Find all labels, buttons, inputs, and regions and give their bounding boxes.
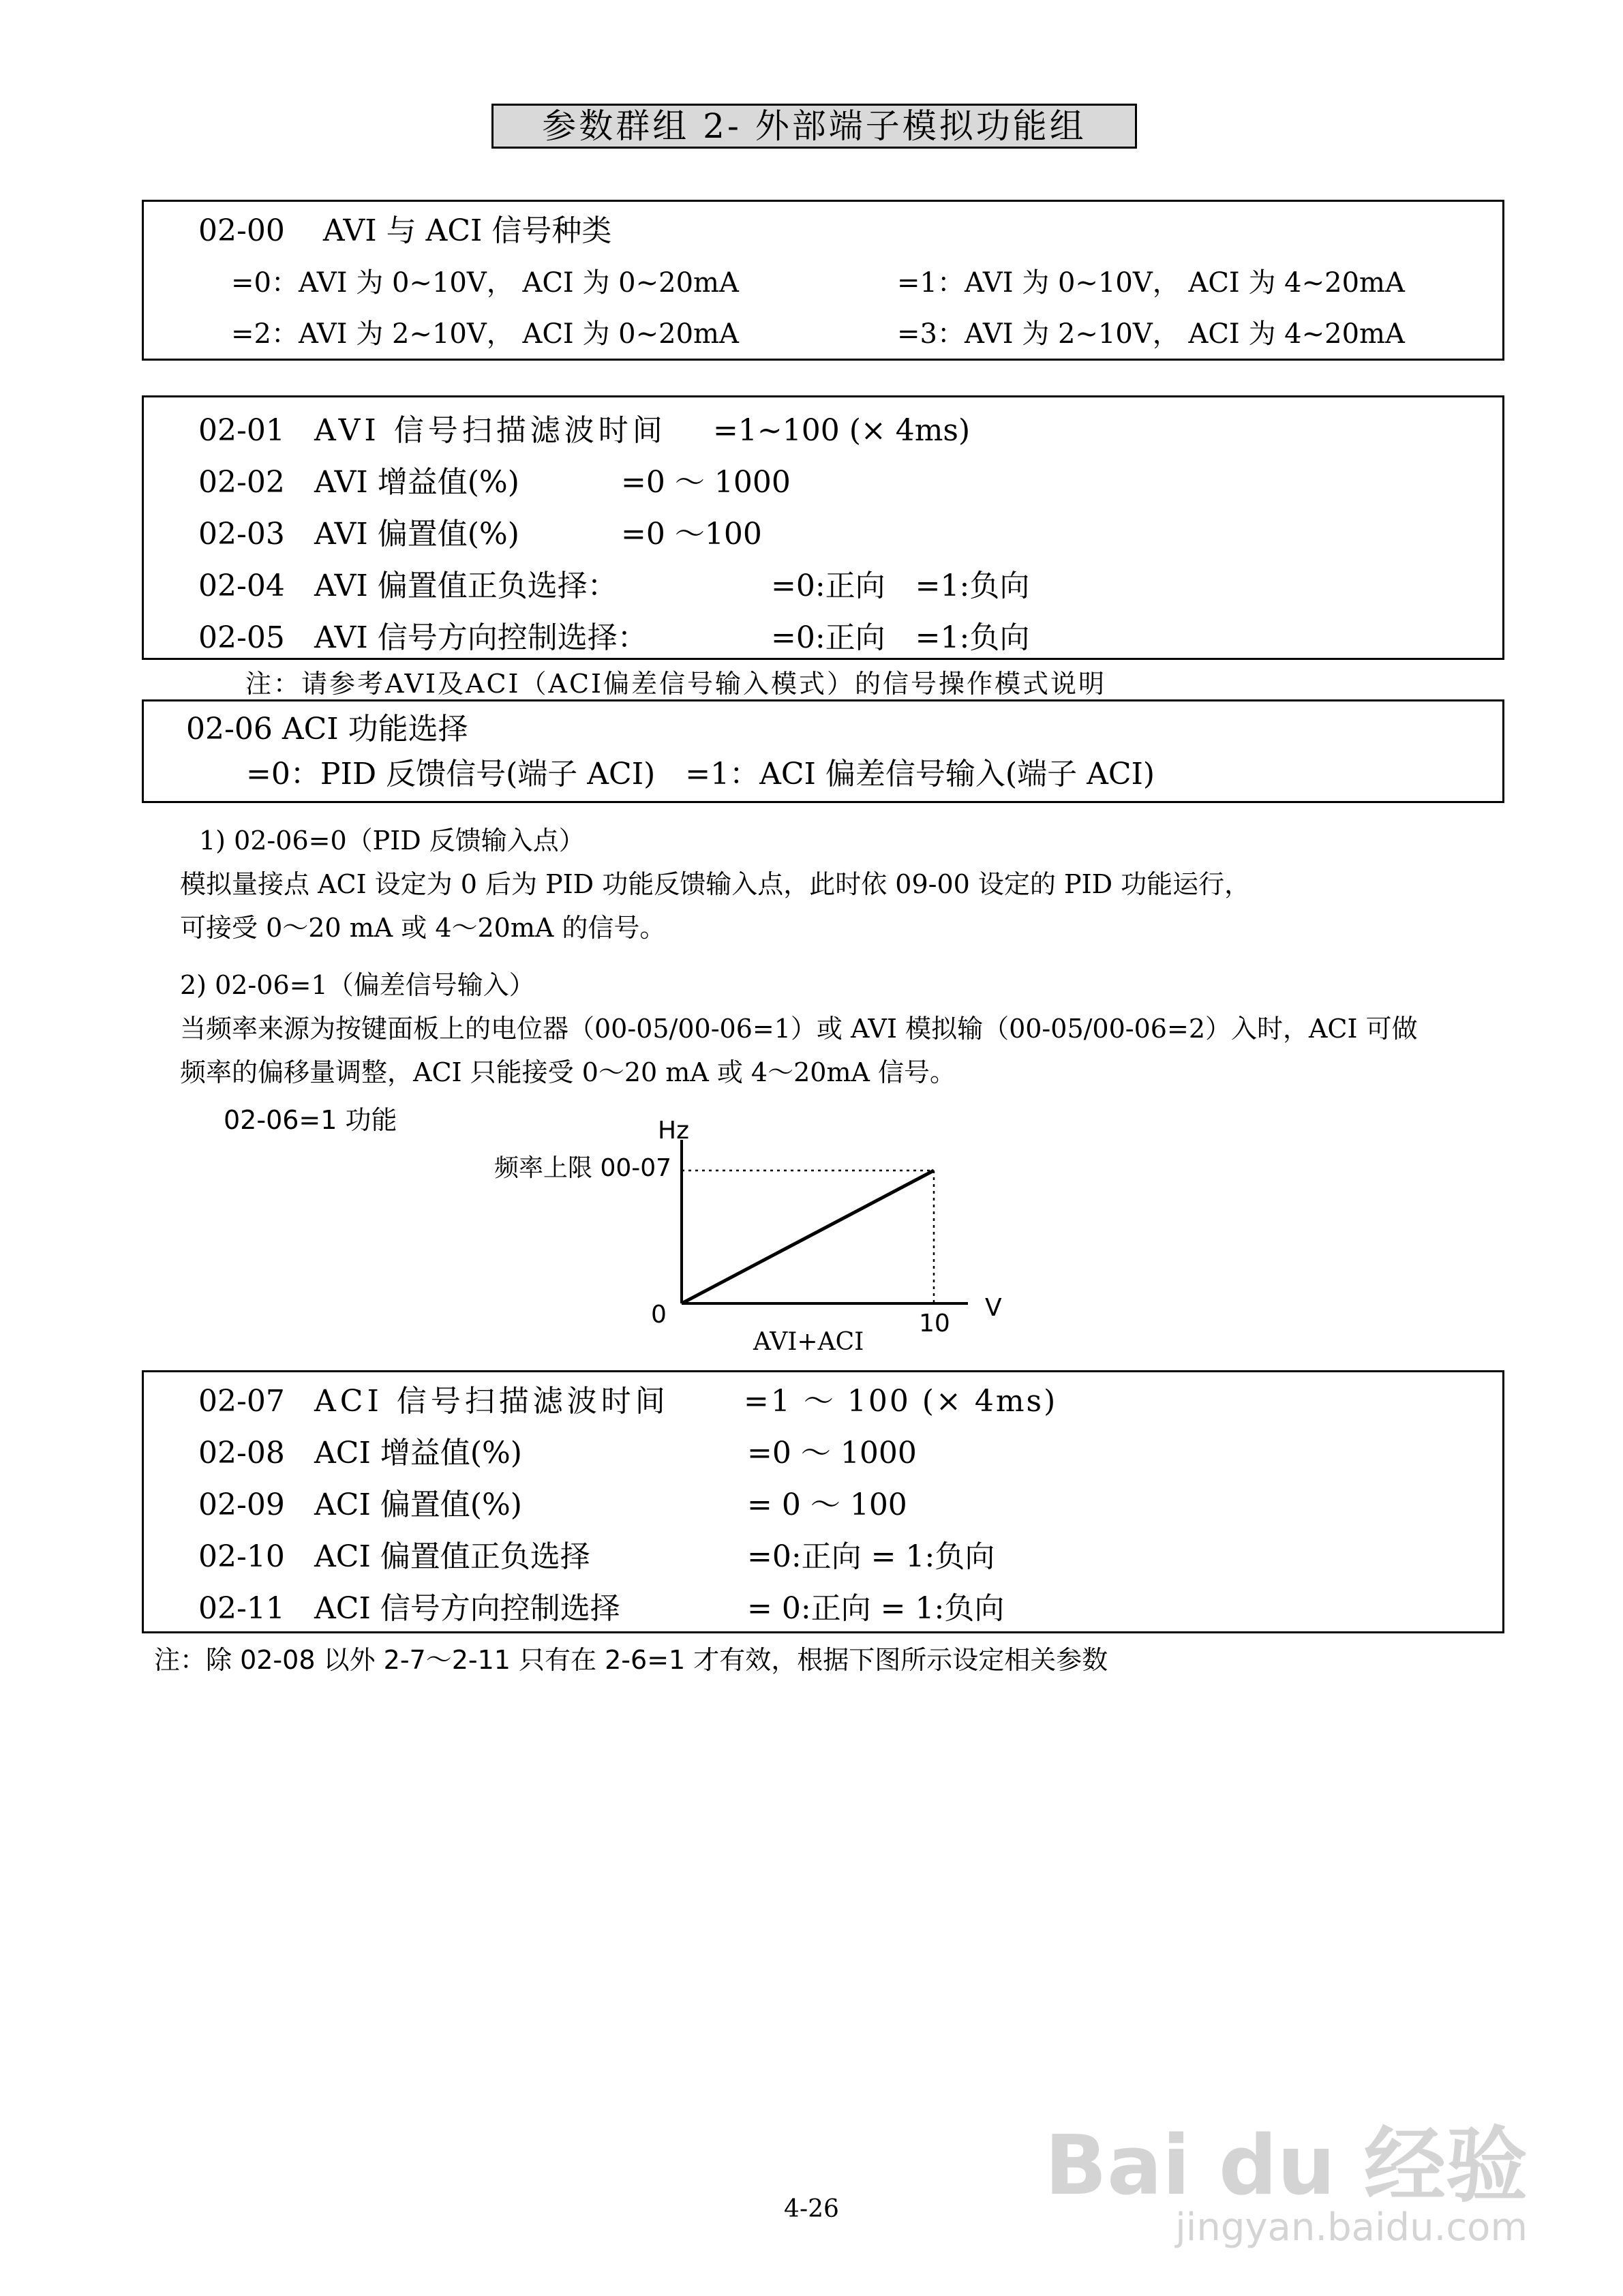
param-value: =0 ～100 xyxy=(621,517,762,552)
option-3: =3：AVI 为 2~10V， ACI 为 4~20mA xyxy=(897,318,1405,350)
option-2: =2：AVI 为 2~10V， ACI 为 0~20mA xyxy=(231,318,739,350)
note-avi-aci: 注：请参考AVI及ACI（ACI偏差信号输入模式）的信号操作模式说明 xyxy=(245,669,1107,699)
param-name: AVI 偏置值正负选择： xyxy=(314,569,618,603)
param-code: 02-01 xyxy=(198,413,285,448)
param-box-02-06 xyxy=(142,699,1504,803)
watermark-brand: Bai du 经验 xyxy=(1044,2119,1528,2214)
param-name: ACI 信号扫描滤波时间 xyxy=(314,1384,669,1419)
param-name: AVI 信号方向控制选择： xyxy=(314,620,648,655)
param-code: 02-09 xyxy=(198,1487,285,1522)
param-value: =0 ～ 1000 xyxy=(747,1436,917,1470)
series-line xyxy=(682,1170,934,1303)
y-axis-label: Hz xyxy=(658,1118,689,1145)
page-number: 4-26 xyxy=(784,2195,839,2223)
page-title: 参数群组 2- 外部端子模拟功能组 xyxy=(491,104,1137,149)
section-text-1a: 模拟量接点 ACI 设定为 0 后为 PID 功能反馈输入点，此时依 09-00 设定的 PID 功能运行， xyxy=(180,869,1251,899)
param-row-02-06: 02-06 ACI 功能选择 xyxy=(186,712,468,746)
param-code: 02-07 xyxy=(198,1384,285,1419)
param-code: 02-08 xyxy=(198,1436,285,1470)
param-name: AVI 偏置值(%) xyxy=(314,517,519,552)
param-code: 02-10 xyxy=(198,1539,285,1574)
section-text-2a: 当频率来源为按键面板上的电位器（00-05/00-06=1）或 AVI 模拟输（00-05/00-06=2）入时，ACI 可做 xyxy=(180,1014,1418,1044)
x-tick-label: 10 xyxy=(919,1310,950,1338)
param-code: 02-02 xyxy=(198,465,285,500)
param-value: =0:正向 = 1:负向 xyxy=(747,1539,995,1574)
section-text-1b: 可接受 0～20 mA 或 4～20mA 的信号。 xyxy=(180,913,666,943)
x-axis-label: AVI+ACI xyxy=(753,1328,864,1356)
param-options-02-06: =0：PID 反馈信号(端子 ACI) =1：ACI 偏差信号输入(端子 ACI) xyxy=(246,757,1155,791)
frequency-chart xyxy=(477,1118,1036,1363)
param-name: ACI 偏置值(%) xyxy=(314,1487,522,1522)
param-name: ACI 偏置值正负选择 xyxy=(314,1539,590,1574)
section-heading-1: 1) 02-06=0（PID 反馈输入点） xyxy=(199,826,585,856)
baidu-watermark xyxy=(1044,2119,1528,2250)
param-value: = 0:正向 = 1:负向 xyxy=(747,1591,1005,1626)
param-value: =0:正向 =1:负向 xyxy=(771,620,1030,655)
param-name: AVI 信号扫描滤波时间 xyxy=(314,413,667,448)
watermark-url: jingyan.baidu.com xyxy=(1175,2205,1528,2250)
y-max-label: 频率上限 00-07 xyxy=(494,1154,672,1182)
param-box-avi xyxy=(142,395,1504,660)
param-code: 02-04 xyxy=(198,569,285,603)
note-02-08: 注：除 02-08 以外 2-7～2-11 只有在 2-6=1 才有效，根据下图所示设定相关参数 xyxy=(154,1645,1108,1675)
param-value: =1~100 (× 4ms) xyxy=(713,413,971,448)
param-value: =1 ～ 100 (× 4ms) xyxy=(744,1384,1058,1419)
chart-caption: 02-06=1 功能 xyxy=(224,1105,397,1135)
param-box-aci xyxy=(142,1370,1504,1633)
option-0: =0：AVI 为 0~10V， ACI 为 0~20mA xyxy=(231,267,739,299)
option-1: =1：AVI 为 0~10V， ACI 为 4~20mA xyxy=(897,267,1405,299)
param-value: =0:正向 =1:负向 xyxy=(771,569,1030,603)
param-value: =0 ～ 1000 xyxy=(621,465,791,500)
param-code: 02-03 xyxy=(198,517,285,552)
origin-label: 0 xyxy=(651,1301,667,1329)
param-row xyxy=(198,214,611,248)
x-unit-label: V xyxy=(985,1294,1002,1322)
param-value: = 0 ～ 100 xyxy=(747,1487,907,1522)
section-text-2b: 频率的偏移量调整，ACI 只能接受 0～20 mA 或 4～20mA 信号。 xyxy=(180,1057,956,1087)
param-code: 02-05 xyxy=(198,620,285,655)
param-code: 02-11 xyxy=(198,1591,285,1626)
param-name: ACI 增益值(%) xyxy=(314,1436,522,1470)
param-name: AVI 增益值(%) xyxy=(314,465,519,500)
section-heading-2: 2) 02-06=1（偏差信号输入） xyxy=(180,970,535,1000)
param-box-02-00 xyxy=(142,200,1504,361)
param-name: ACI 信号方向控制选择 xyxy=(314,1591,620,1626)
param-name: AVI 与 ACI 信号种类 xyxy=(322,213,612,248)
param-code: 02-00 xyxy=(198,213,285,248)
